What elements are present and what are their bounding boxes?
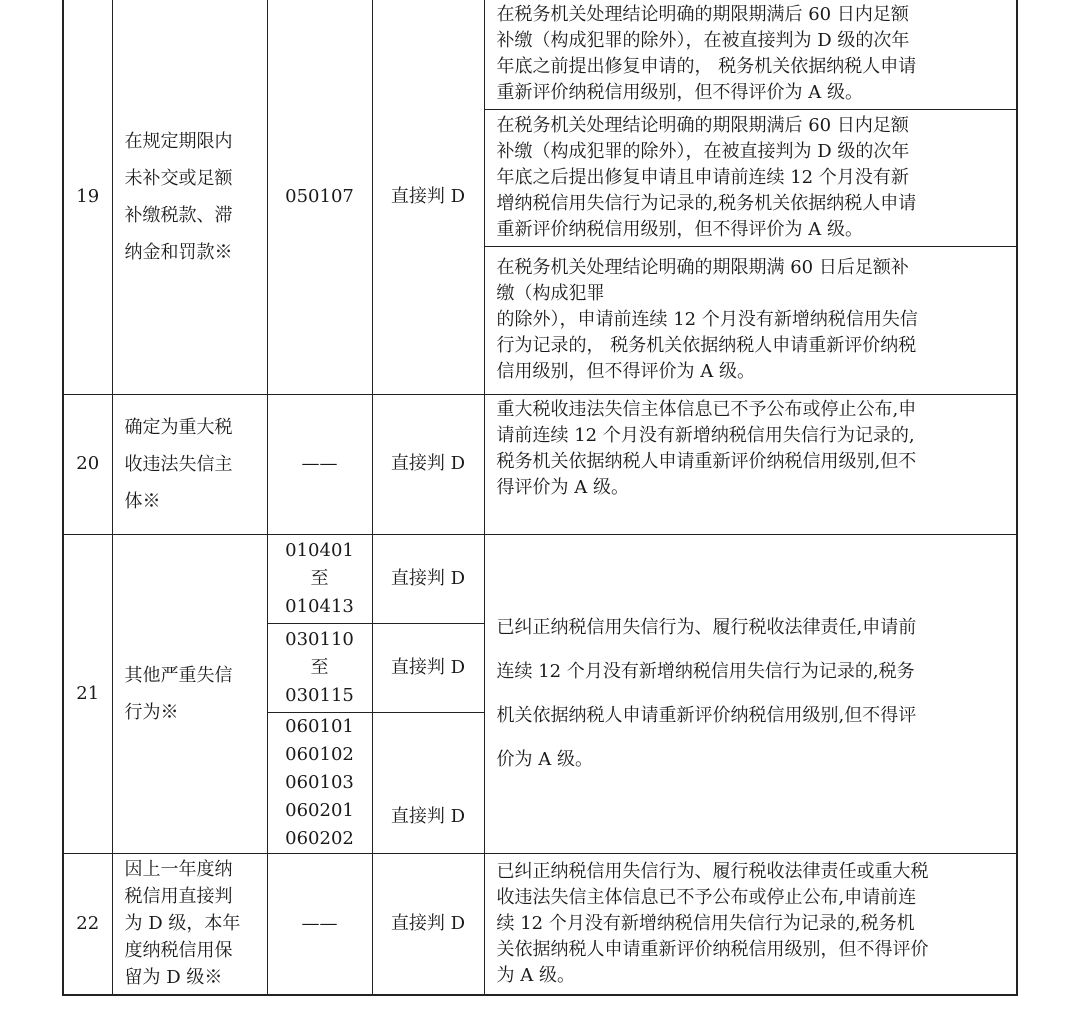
indicator-code: —— xyxy=(267,853,372,995)
indicator-code: 030110 至 030115 xyxy=(267,623,372,712)
indicator-code: 060101 060102 060103 060201 060202 xyxy=(267,712,372,853)
table-row-19 xyxy=(63,0,1017,109)
item-number: 22 xyxy=(63,853,112,995)
deduction-type: 直接判 D xyxy=(372,394,484,534)
deduction-type: 直接判 D xyxy=(372,534,484,623)
item-number: 21 xyxy=(63,534,112,853)
repair-condition: 在税务机关处理结论明确的期限期满后 60 日内足额 补缴（构成犯罪的除外），在被直接判为 D 级的次年 年底之前提出修复申请的， 税务机关依据纳税人申请 重新评价纳税信用级别，但不得评价为 A 级。 xyxy=(484,0,1017,109)
item-number: 19 xyxy=(63,0,112,394)
repair-condition: 在税务机关处理结论明确的期限期满 60 日后足额补 缴（构成犯罪 的除外），申请前连续 12 个月没有新增纳税信用失信 行为记录的， 税务机关依据纳税人申请重新评价纳税 信用级别，但不得评价为 A 级。 xyxy=(484,246,1017,394)
indicator-code: 050107 xyxy=(267,0,372,394)
item-number: 20 xyxy=(63,394,112,534)
deduction-type: 直接判 D xyxy=(372,0,484,394)
table-row-22 xyxy=(63,853,1017,995)
repair-condition: 在税务机关处理结论明确的期限期满后 60 日内足额 补缴（构成犯罪的除外），在被直接判为 D 级的次年 年底之后提出修复申请且申请前连续 12 个月没有新 增纳税信用失信行为记录的,税务机关依据纳税人申请 重新评价纳税信用级别，但不得评价为 A 级。 xyxy=(484,109,1017,246)
item-name: 其他严重失信 行为※ xyxy=(112,534,267,853)
deduction-type: 直接判 D xyxy=(372,853,484,995)
table-row-20 xyxy=(63,394,1017,534)
indicator-code: —— xyxy=(267,394,372,534)
item-name: 确定为重大税 收违法失信主 体※ xyxy=(112,394,267,534)
deduction-type: 直接判 D xyxy=(372,712,484,853)
credit-repair-table xyxy=(62,0,1018,996)
table-row-21 xyxy=(63,534,1017,623)
repair-condition: 已纠正纳税信用失信行为、履行税收法律责任,申请前 连续 12 个月没有新增纳税信用失信行为记录的,税务 机关依据纳税人申请重新评价纳税信用级别,但不得评 价为 A 级。 xyxy=(484,534,1017,853)
repair-condition: 重大税收违法失信主体信息已不予公布或停止公布,申 请前连续 12 个月没有新增纳税信用失信行为记录的, 税务机关依据纳税人申请重新评价纳税信用级别,但不 得评价为 A 级。 xyxy=(484,394,1017,534)
deduction-type: 直接判 D xyxy=(372,623,484,712)
repair-condition: 已纠正纳税信用失信行为、履行税收法律责任或重大税 收违法失信主体信息已不予公布或停止公布,申请前连 续 12 个月没有新增纳税信用失信行为记录的,税务机 关依据纳税人申请重新评价纳税信用级别，但不得评价 为 A 级。 xyxy=(484,853,1017,995)
indicator-code: 010401 至 010413 xyxy=(267,534,372,623)
item-name: 因上一年度纳 税信用直接判 为 D 级，本年 度纳税信用保 留为 D 级※ xyxy=(112,853,267,995)
item-name: 在规定期限内 未补交或足额 补缴税款、滞 纳金和罚款※ xyxy=(112,0,267,394)
